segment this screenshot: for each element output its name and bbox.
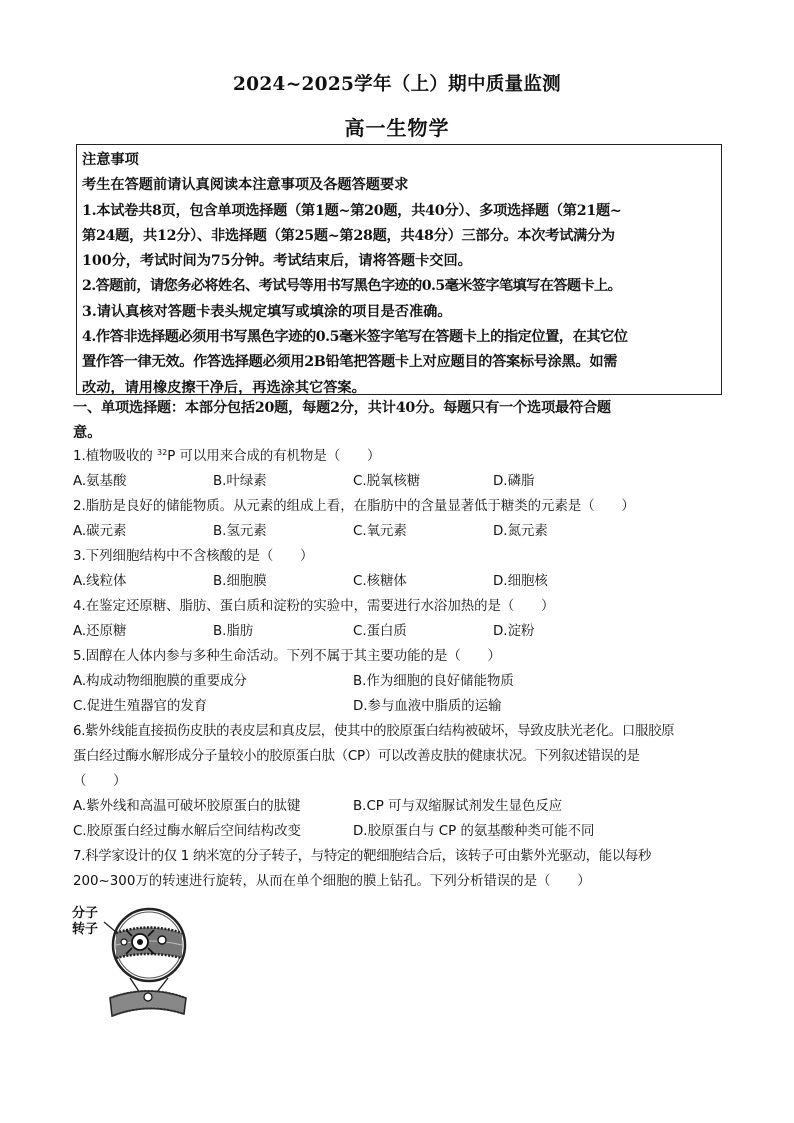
exam-subtitle: 高一生物学 [344,116,450,140]
notice-line: 第24题，共12分）、非选择题（第25题~第28题，共48分）三部分。本次考试满分为 [82,227,615,244]
notice-line: 100分，考试时间为75分钟。考试结束后，请将答题卡交回。 [82,253,472,270]
option-d: D.参与血液中脂质的运输 [353,699,502,714]
question-4: 4.在鉴定还原糖、脂肪、蛋白质和淀粉的实验中，需要进行水浴加热的是（ ） [73,599,555,614]
option-d: D.磷脂 [493,474,535,489]
molecular-rotor-figure [72,900,192,1020]
option-b: B.细胞膜 [213,574,267,589]
option-c: C.蛋白质 [353,624,407,639]
option-a: A.紫外线和高温可破坏胶原蛋白的肽键 [73,799,301,814]
question-2: 2.脂肪是良好的储能物质。从元素的组成上看，在脂肪中的含量显著低于糖类的元素是（ ） [73,499,635,514]
question-6-options-row2 [73,820,733,844]
question-3: 3.下列细胞结构中不含核酸的是（ ） [73,549,314,564]
notice-box [76,144,722,395]
question-2-options [73,520,733,544]
question-6-cont: 蛋白经过酶水解形成分子量较小的胶原蛋白肽（CP）可以改善皮肤的健康状况。下列叙述错误的是 [73,749,640,764]
option-a: A.氨基酸 [73,474,127,489]
option-a: A.构成动物细胞膜的重要成分 [73,674,247,689]
option-a: A.还原糖 [73,624,127,639]
question-5: 5.固醇在人体内参与多种生命活动。下列不属于其主要功能的是（ ） [73,649,501,664]
section-heading: 一、单项选择题：本部分包括20题，每题2分，共计40分。每题只有一个选项最符合题 [73,400,611,416]
notice-heading: 注意事项 [82,152,139,168]
question-6-options-row1 [73,795,733,819]
notice-line: 考生在答题前请认真阅读本注意事项及各题答题要求 [82,177,409,194]
option-c: C.脱氧核糖 [353,474,421,489]
option-b: B.脂肪 [213,624,254,639]
figure-label-line2: 转子 [72,922,99,937]
notice-line: 改动，请用橡皮擦干净后，再选涂其它答案。 [82,379,366,396]
question-5-options-row1 [73,670,733,694]
option-d: D.淀粉 [493,624,535,639]
option-b: B.叶绿素 [213,474,267,489]
notice-line: 1.本试卷共8页，包含单项选择题（第1题~第20题，共40分）、多项选择题（第21题~ [82,202,622,219]
figure-label-line1: 分子 [72,906,99,921]
question-5-options-row2 [73,695,733,719]
question-7: 7.科学家设计的仅 1 纳米宽的分子转子，与特定的靶细胞结合后，该转子可由紫外光驱动，能以每秒 [73,849,652,864]
question-7-cont: 200~300万的转速进行旋转，从而在单个细胞的膜上钻孔。下列分析错误的是（ ） [73,874,591,889]
option-a: A.线粒体 [73,574,127,589]
option-c: C.促进生殖器官的发育 [73,699,208,714]
notice-line: 3.请认真核对答题卡表头规定填写或填涂的项目是否准确。 [82,303,452,320]
option-b: B.氢元素 [213,524,267,539]
option-d: D.氮元素 [493,524,548,539]
option-d: D.细胞核 [493,574,548,589]
question-6-paren: （ ） [73,774,127,789]
option-c: C.胶原蛋白经过酶水解后空间结构改变 [73,824,301,839]
option-b: B.CP 可与双缩脲试剂发生显色反应 [353,799,563,814]
notice-line: 4.作答非选择题必须用书写黑色字迹的0.5毫米签字笔写在答题卡上的指定位置，在其它位 [82,329,628,346]
option-d: D.胶原蛋白与 CP 的氨基酸种类可能不同 [353,824,595,839]
question-3-options [73,570,733,594]
option-b: B.作为细胞的良好储能物质 [353,674,514,689]
exam-title: 2024~2025学年（上）期中质量监测 [233,74,561,95]
question-6: 6.紫外线能直接损伤皮肤的表皮层和真皮层，使其中的胶原蛋白结构被破坏，导致皮肤光老化。口服胶原 [73,724,675,739]
option-c: C.核糖体 [353,574,407,589]
question-1: 1.植物吸收的 $^{32}$P 可以用来合成的有机物是（ ） [73,448,381,464]
rotor-illustration [72,900,192,1020]
question-1-options [73,470,733,494]
notice-line: 2.答题前，请您务必将姓名、考试号等用书写黑色字迹的0.5毫米签字笔填写在答题卡上。 [82,278,622,295]
option-a: A.碳元素 [73,524,127,539]
notice-line: 置作答一律无效。作答选择题必须用2B铅笔把答题卡上对应题目的答案标号涂黑。如需 [82,354,618,371]
question-4-options [73,620,733,644]
section-heading-cont: 意。 [73,425,102,441]
option-c: C.氧元素 [353,524,407,539]
